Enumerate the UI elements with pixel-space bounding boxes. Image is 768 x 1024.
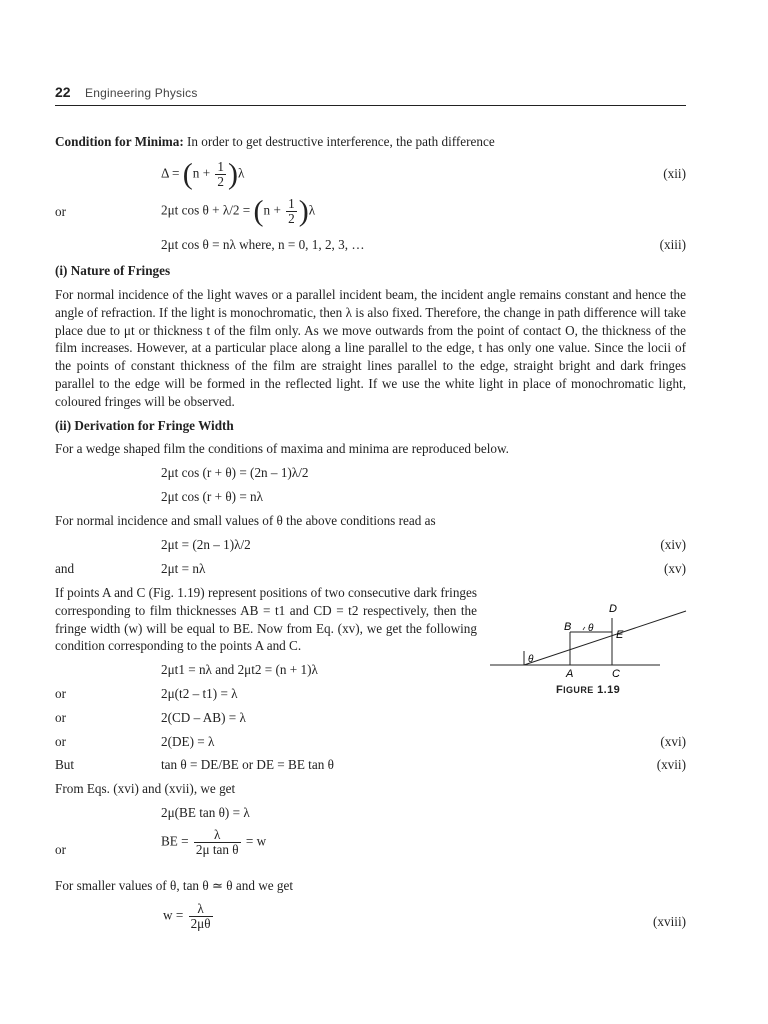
theta-arc <box>583 627 585 630</box>
wedge-top-line <box>524 611 686 665</box>
page-number: 22 <box>55 84 71 100</box>
eq-be-num: λ <box>194 828 241 843</box>
caption-word: IGURE <box>563 685 594 695</box>
equation-t-diff: 2μ(t2 – t1) = λ <box>161 686 238 701</box>
running-header-title: Engineering Physics <box>85 86 198 100</box>
section-heading-nature: (i) Nature of Fringes <box>55 263 171 278</box>
wedge-figure <box>488 600 688 680</box>
eq-be-lhs: BE = <box>161 833 192 849</box>
points-paragraph: If points A and C (Fig. 1.19) represent positions of two consecutive dark fringes corresponding to film thicknesses AB = t1 and CD = t2 respectively, then the fringe width (w) will be equal to BE. Now from Eq. (xv), we get the following condition corresponding to the points A and C. <box>55 585 477 654</box>
smaller-theta-text: For smaller values of θ, tan θ ≃ θ and we get <box>55 878 294 893</box>
eq-xii-rhs: λ <box>238 165 245 181</box>
equation-minima-wedge: 2μt cos (r + θ) = nλ <box>161 489 264 504</box>
eq-be-den: 2μ tan θ <box>195 842 239 857</box>
eq-number-xiii: (xiii) <box>659 237 686 252</box>
equation-xiv: 2μt = (2n – 1)λ/2 <box>161 537 251 552</box>
eq2-den: 2 <box>288 211 295 226</box>
eq-w-den: 2μθ <box>190 916 211 931</box>
eq-be-rhs: = w <box>242 833 267 849</box>
point-c-label: C <box>612 668 620 680</box>
equation-be-w <box>161 828 266 857</box>
label-or: or <box>55 710 66 725</box>
point-d-label: D <box>609 603 617 615</box>
wedge-intro: For a wedge shaped film the conditions of maxima and minima are reproduced below. <box>55 441 509 456</box>
eq-w-num: λ <box>189 902 213 917</box>
label-or: or <box>55 734 66 749</box>
eq2-n: n + <box>263 202 285 218</box>
label-or: or <box>55 204 66 219</box>
caption-number: 1.19 <box>593 684 621 696</box>
theta-left-label: θ <box>528 654 534 665</box>
equation-xv: 2μt = nλ <box>161 561 206 576</box>
equation-xviii <box>163 902 215 931</box>
nature-paragraph: For normal incidence of the light waves or a parallel incident beam, the incident angle remains constant and hence the angle of refraction. If the light is monochromatic, then λ is also fixed. Therefore, the change in path difference will take place due to μt or thickness t of the film only. As we move outwards from the point of contact O, the thickness of the film increases. However, at a particular place along a line parallel to the edge, t has only one value. Since the locii of the points of constant thickness of the film are straight lines parallel to the edge, straight bright and dark fringes parallel to the edge will be formed in the reflected light. If we use the white light in place of monochromatic light, coloured fringes will be observed. <box>55 287 686 409</box>
point-a-label: A <box>566 668 574 680</box>
minima-heading: Condition for Minima: <box>55 134 184 149</box>
from-eqs-text: From Eqs. (xvi) and (xvii), we get <box>55 781 236 796</box>
eq-xii-num: 1 <box>217 159 225 174</box>
eq-number-xv: (xv) <box>664 561 686 576</box>
point-b-label: B <box>564 621 572 633</box>
eq-number-xvii: (xvii) <box>656 757 686 772</box>
eq2-rhs: λ <box>308 202 316 218</box>
equation-be-tan: 2μ(BE tan θ) = λ <box>161 805 250 820</box>
eq-xii-n: n + <box>192 165 214 181</box>
eq-number-xvi: (xvi) <box>660 734 686 749</box>
eq2-lhs: 2μt cos θ + λ/2 = <box>161 202 254 218</box>
equation-xvi: 2(DE) = λ <box>161 734 215 749</box>
section-heading-fringe-width: (ii) Derivation for Fringe Width <box>55 418 234 433</box>
equation-xiii: 2μt cos θ = nλ where, n = 0, 1, 2, 3, … <box>161 237 365 252</box>
eq-w-lhs: w = <box>163 907 187 923</box>
label-and: and <box>55 561 75 576</box>
caption-initial: F <box>556 684 564 696</box>
eq-xii-lhs: Δ = <box>161 165 183 181</box>
label-but: But <box>55 757 75 772</box>
eq2-num: 1 <box>288 196 295 211</box>
eq-xii-den: 2 <box>217 174 225 189</box>
equation-xii: Δ = (n + $\frac{1}{2}$ )λ <box>161 157 245 191</box>
point-e-label: E <box>616 629 624 641</box>
equation-cd-ab: 2(CD – AB) = λ <box>161 710 246 725</box>
minima-paragraph <box>55 134 495 150</box>
figure-caption <box>556 684 620 696</box>
equation-xvii: tan θ = DE/BE or DE = BE tan θ <box>161 757 334 772</box>
equation-maxima-wedge: 2μt cos (r + θ) = (2n – 1)λ/2 <box>161 465 309 480</box>
normal-incidence-text: For normal incidence and small values of θ the above conditions read as <box>55 513 436 528</box>
label-or: or <box>55 842 66 857</box>
minima-intro: In order to get destructive interference, the path difference <box>187 134 495 149</box>
theta-right-label: θ <box>588 623 594 634</box>
eq-number-xiv: (xiv) <box>660 537 686 552</box>
eq-number-xviii: (xviii) <box>653 914 686 929</box>
equation-or-minima: 2μt cos θ + λ/2 = (n + $\frac{1}{2}$ )λ <box>161 194 316 228</box>
header-rule <box>55 105 686 106</box>
equation-t1-t2: 2μt1 = nλ and 2μt2 = (n + 1)λ <box>161 662 318 677</box>
eq-number-xii: (xii) <box>663 166 686 181</box>
label-or: or <box>55 686 66 701</box>
